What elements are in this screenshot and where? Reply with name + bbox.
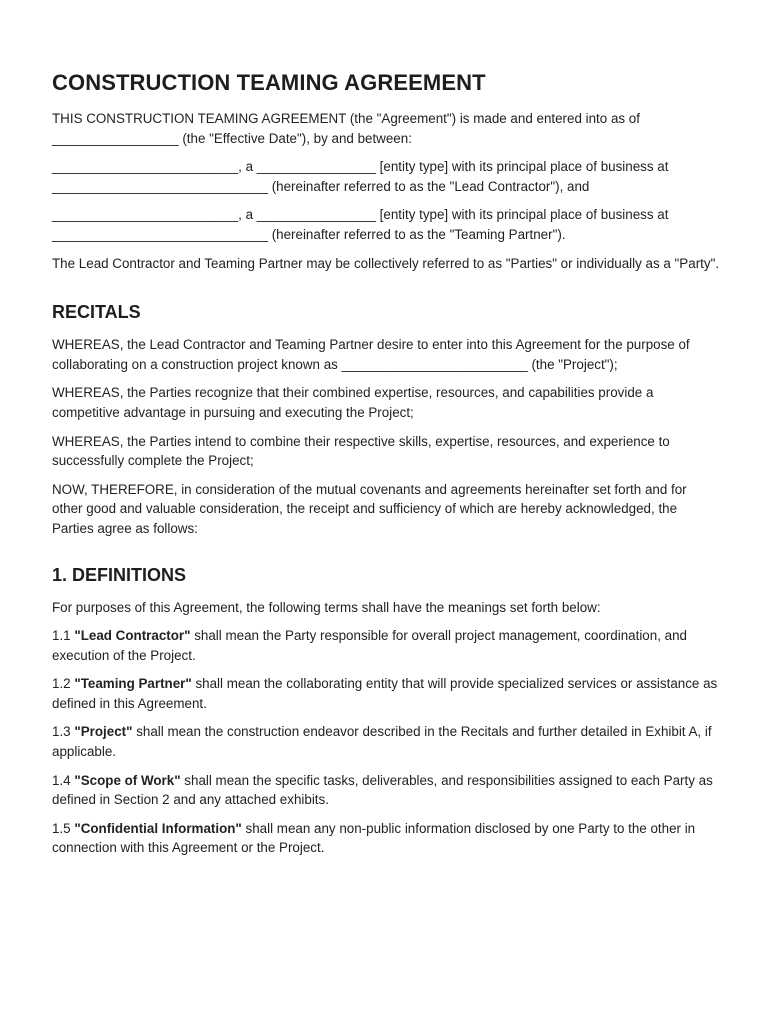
definition-term: "Project": [74, 724, 133, 740]
definitions-lead-in: For purposes of this Agreement, the following terms shall have the meanings set forth below:: [52, 599, 601, 615]
document-title: CONSTRUCTION TEAMING AGREEMENT: [52, 70, 486, 95]
definition-text: shall mean the collaborating entity that will provide specialized services or assistance as defined in this Agreement.: [52, 676, 718, 711]
parties-definition-paragraph: The Lead Contractor and Teaming Partner may be collectively referred to as "Parties" or individually as a "Party".: [52, 255, 720, 271]
intro-paragraph: THIS CONSTRUCTION TEAMING AGREEMENT (the "Agreement") is made and entered into as of _________________ (the "Effective Date"), by and between:: [52, 111, 640, 146]
definitions-heading: 1. DEFINITIONS: [52, 564, 187, 585]
definition-term: "Teaming Partner": [74, 676, 192, 692]
definition-text: shall mean the specific tasks, deliverables, and responsibilities assigned to each Party as defined in Section 2 and any attached exhibits.: [52, 772, 713, 808]
lead-contractor-party-paragraph: _________________________, a ________________ [entity type] with its principal place of business at _____________________________ (hereinafter referred to as the "Lead Contractor"), and: [52, 159, 669, 194]
recitals-heading: RECITALS: [52, 302, 141, 323]
definition-item: [52, 674, 720, 713]
definition-text: shall mean the Party responsible for overall project management, coordination, and execution of the Project.: [52, 628, 687, 663]
definition-item: [52, 722, 720, 761]
recital-paragraph: WHEREAS, the Parties recognize that their combined expertise, resources, and capabilities provide a competitive advantage in pursuing and executing the Project;: [52, 385, 654, 420]
definition-item: [52, 771, 720, 810]
definition-number: 1.1: [52, 628, 71, 644]
definition-text: shall mean any non-public information disclosed by one Party to the other in connection with this Agreement or the Project.: [52, 820, 696, 856]
definition-term: "Scope of Work": [74, 772, 181, 788]
recital-paragraph: WHEREAS, the Parties intend to combine their respective skills, expertise, resources, and experience to successfully complete the Project;: [52, 433, 670, 469]
definition-term: "Lead Contractor": [74, 628, 191, 644]
definition-term: "Confidential Information": [74, 820, 242, 836]
definition-number: 1.2: [52, 676, 71, 692]
recital-paragraph: NOW, THEREFORE, in consideration of the mutual covenants and agreements hereinafter set forth and for other good and valuable consideration, the receipt and sufficiency of which are hereby acknowledged, the Parties agree as follows:: [52, 481, 687, 536]
definition-item: [52, 819, 720, 858]
definition-number: 1.3: [52, 724, 71, 740]
definition-text: shall mean the construction endeavor described in the Recitals and further detailed in Exhibit A, if applicable.: [52, 724, 712, 760]
definition-item: [52, 626, 720, 665]
teaming-partner-party-paragraph: _________________________, a ________________ [entity type] with its principal place of business at _____________________________ (hereinafter referred to as the "Teaming Partner").: [52, 207, 669, 242]
definition-number: 1.5: [52, 820, 71, 836]
recital-paragraph: WHEREAS, the Lead Contractor and Teaming Partner desire to enter into this Agreement for the purpose of collaborating on a construction project known as _________________________ (the "Project");: [52, 337, 690, 372]
definition-number: 1.4: [52, 772, 71, 788]
